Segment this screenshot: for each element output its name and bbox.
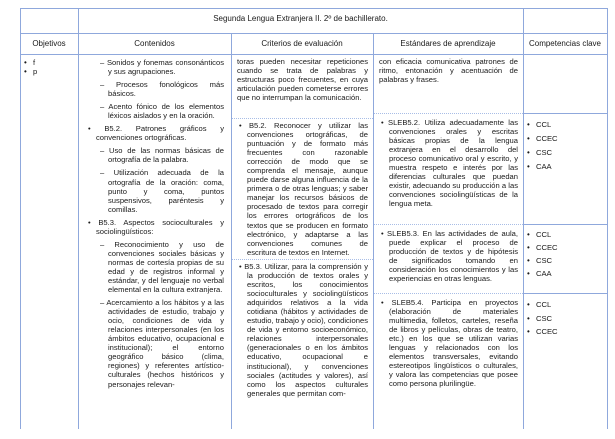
contenido-item: – Utilización adecuada de la ortografía de la oración: coma, punto y coma, puntos suspensivos, paréntesis y comillas. — [100, 168, 224, 214]
estandar-cell — [379, 57, 518, 84]
table-left-border — [20, 8, 21, 429]
estandar-cell — [379, 118, 518, 208]
criterio-cell — [237, 121, 368, 257]
contenido-item: – Uso de las normas básicas de ortografía de la palabra. — [100, 146, 224, 165]
table-top-border — [20, 8, 608, 9]
row-divider — [523, 224, 608, 225]
criterio-text: • B5.3. Utilizar, para la comprensión y la producción de textos orales y escritos, los conocimientos socioculturales y sociolingüísticos adquiridos relativos a la vida cotidiana (hábitos y actividades de estudio, trabajo y ocio), condiciones de vida y entorno socioeconómico, relaciones interpersonales (generacionales o en los ámbitos educativo, ocupacional e institucional), y convenciones sociales (actitudes y valores), así como los aspectos culturales generales que permitan com- — [239, 262, 368, 398]
row-divider — [374, 224, 523, 225]
header-divider — [20, 33, 608, 34]
estandar-text: • SLEB5.4. Participa en proyectos (elaboración de materiales multimedia, folletos, carteles, reseña de libros y películas, obras de teatro, etc.) en los que se utilizan varias lenguas y relacionados con los elementos transversales, evitando estereotipos lingüísticos o culturales, y valora las competencias que posee como persona plurilingüe. — [381, 298, 518, 389]
column-divider — [78, 8, 79, 429]
competencia-item: • CCL — [527, 118, 603, 132]
column-divider — [523, 8, 524, 429]
estandar-cell — [379, 229, 518, 283]
contenido-item: – Sonidos y fonemas consonánticos y sus agrupaciones. — [100, 58, 224, 77]
estandar-text: con eficacia comunicativa patrones de ritmo, entonación y acentuación de palabras y frases. — [379, 57, 518, 85]
competencia-item: • CCL — [527, 228, 603, 241]
contenido-item: – Procesos fonológicos más básicos. — [100, 80, 224, 99]
contenidos-cell — [86, 58, 224, 389]
competencia-item: • CAA — [527, 267, 603, 280]
competencia-item: • CCL — [527, 298, 603, 312]
criterio-cell — [237, 57, 368, 102]
table-title: Segunda Lengua Extranjera II. 2º de bachillerato. — [213, 14, 388, 23]
header-objetivos: Objetivos — [32, 39, 66, 48]
header-criterios: Criterios de evaluación — [261, 39, 343, 48]
estandar-text: • SLEB5.3. En las actividades de aula, puede explicar el proceso de producción de textos y de hipótesis de significados tomando en consideración los conocimientos y las experiencias en otras lenguas. — [381, 229, 518, 284]
competencia-item: • CAA — [527, 160, 603, 174]
competencia-item: • CCEC — [527, 132, 603, 146]
competencias-cell — [527, 228, 603, 280]
objetivos-cell — [24, 58, 74, 76]
table-right-border — [607, 8, 608, 429]
competencia-item: • CSC — [527, 254, 603, 267]
row-divider — [374, 293, 523, 294]
row-divider — [374, 113, 523, 114]
contenido-heading: • B5.3. Aspectos socioculturales y sociolingüísticos: — [88, 217, 224, 236]
objetivo-item: • p — [24, 67, 74, 76]
criterio-text: • B5.2. Reconocer y utilizar las convenciones ortográficas, de puntuación y de formato más frecuentes con razonable corrección de modo que se comprenda el mensaje, aunque puede darse alguna influencia de la primera o de otras lenguas; y saber manejar los recursos básicos de procesado de textos para corregir los errores ortográficos de los textos que se producen en formato electrónico, y adaptarse a las convenciones comunes de escritura de textos en Internet. — [239, 121, 368, 257]
column-divider — [373, 33, 374, 429]
header-contenidos: Contenidos — [134, 39, 175, 48]
contenido-item: – Acento fónico de los elementos léxicos aislados y en la oración. — [100, 102, 224, 121]
competencia-item: • CCEC — [527, 241, 603, 254]
row-divider — [523, 113, 608, 114]
criterio-text: toras pueden necesitar repeticiones cuando se trata de palabras y estructuras poco frecuentes, en cuya articulación pueden cometerse errores que no interrumpan la comunicación. — [237, 57, 368, 103]
competencia-item: • CCEC — [527, 325, 603, 339]
criterio-cell — [237, 262, 368, 398]
estandar-text: • SLEB5.2. Utiliza adecuadamente las convenciones orales y escritas básicas propias de la lengua extranjera en el desarrollo del proceso comunicativo oral y escrito, y muestra respeto e interés por las diferencias culturales que puedan existir, adecuando su producción a las convenciones sociolingüísticas de la lengua meta. — [381, 118, 518, 209]
contenido-item: – Reconocimiento y uso de convenciones sociales básicas y normas de cortesía propias de su edad y de registros informal y estándar, y del lenguaje no verbal elemental en la cultura extranjera. — [100, 239, 224, 295]
row-divider — [232, 259, 373, 260]
column-divider — [231, 33, 232, 429]
header-divider — [20, 54, 608, 55]
competencia-item: • CSC — [527, 146, 603, 160]
competencia-item: • CSC — [527, 312, 603, 326]
estandar-cell — [379, 298, 518, 388]
header-competencias: Competencias clave — [528, 39, 602, 48]
competencias-cell — [527, 118, 603, 174]
contenido-heading: • B5.2. Patrones gráficos y convenciones ortográficas. — [88, 124, 224, 143]
header-estandares: Estándares de aprendizaje — [400, 39, 496, 48]
row-divider — [523, 293, 608, 294]
objetivo-item: • f — [24, 58, 74, 67]
competencias-cell — [527, 298, 603, 339]
contenido-item: – Acercamiento a los hábitos y a las actividades de estudio, trabajo y ocio, condiciones de vida y relaciones interpersonales (en los ámbitos educativo, ocupacional e institucional); el entorno geográfico básico (clima, regiones) y referentes artístico-culturales (hechos históricos y personajes relevan- — [100, 298, 224, 389]
row-divider — [232, 118, 373, 119]
